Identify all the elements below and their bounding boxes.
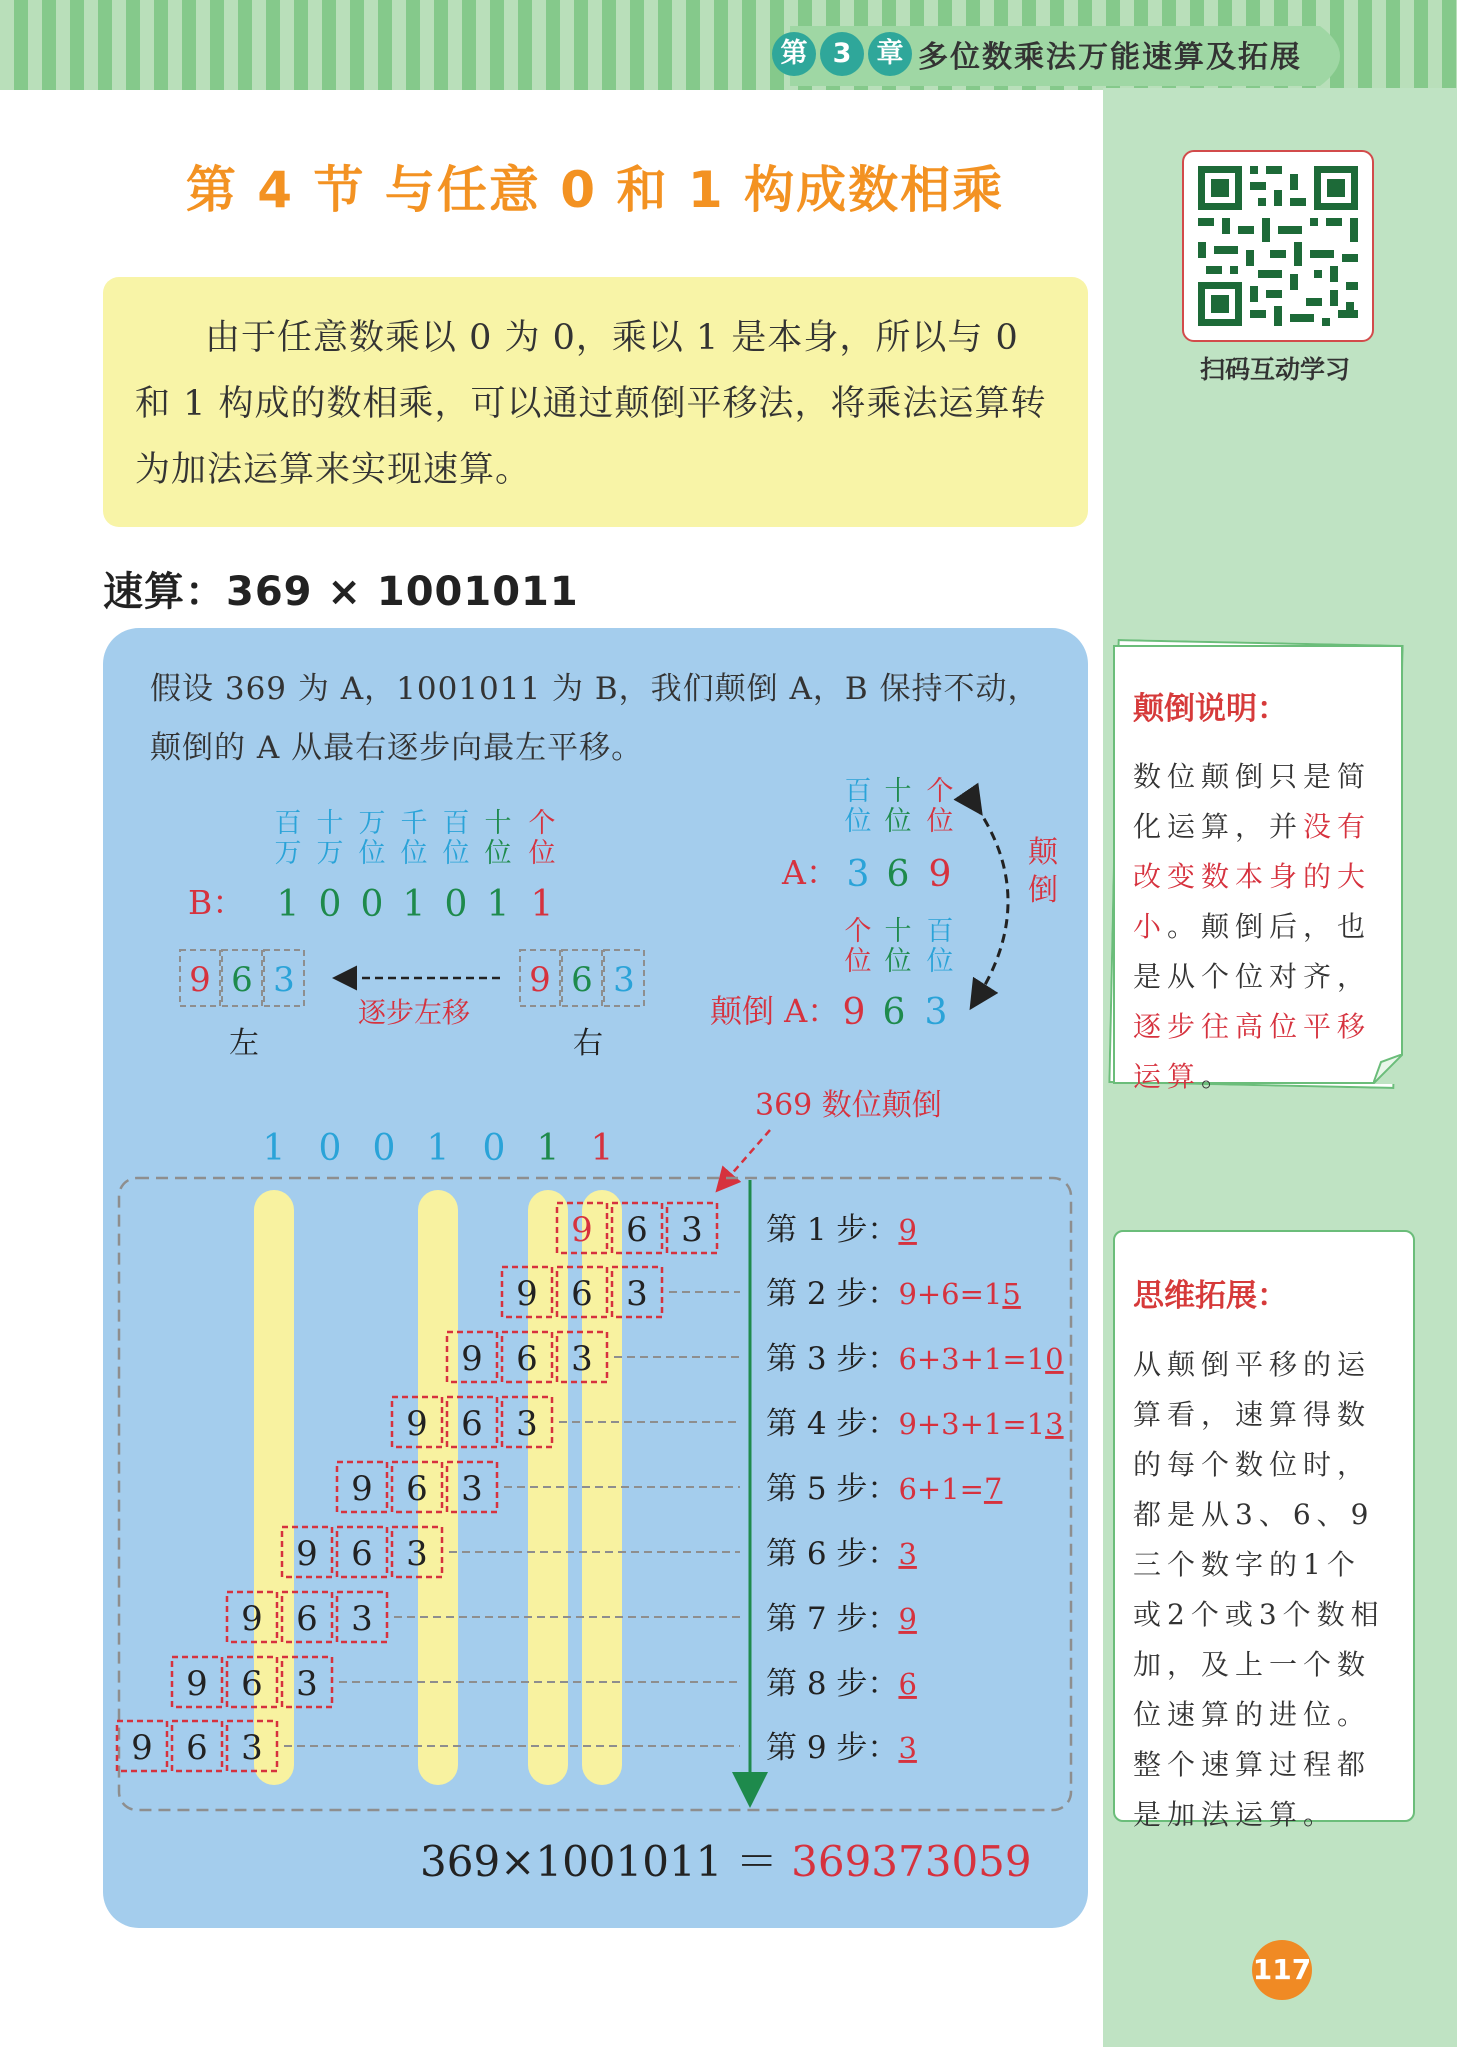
step-label: [766, 1212, 917, 1248]
step-digit: 3: [296, 1664, 318, 1704]
a-digit: 3: [846, 854, 870, 895]
note1-highlight-2: 逐步往高位平移运算: [1133, 1010, 1372, 1093]
note1-highlight-1: 没有改变数本身的大小: [1133, 810, 1372, 943]
b-place-label: 个: [528, 808, 556, 839]
step-result: 9: [898, 1213, 917, 1247]
step-result: 0: [1045, 1342, 1064, 1376]
step-digit: 9: [351, 1469, 373, 1509]
b-place-label: 百: [442, 808, 470, 839]
step-expression: 6+1=: [898, 1472, 984, 1506]
step-result: 7: [983, 1472, 1003, 1506]
rev-place-label: 位: [844, 946, 872, 977]
note1-body: [1133, 752, 1389, 1102]
a-place-label: 个: [926, 776, 954, 807]
rev-place-label: 位: [884, 946, 912, 977]
step-digit: 6: [571, 1274, 593, 1314]
b-digit: 1: [486, 884, 510, 925]
step-expression: 6+3+1=1: [898, 1342, 1046, 1376]
final-equation: [420, 1837, 1032, 1886]
final-left: 369×1001011 ＝: [420, 1837, 792, 1886]
b-place-label: 位: [442, 838, 470, 869]
step-digit: 9: [241, 1599, 263, 1639]
rev-place-label: 十: [884, 916, 912, 947]
step-digit: 3: [406, 1534, 428, 1574]
step-result: 3: [1045, 1407, 1064, 1441]
final-result: 369373059: [791, 1837, 1032, 1886]
step-result: 5: [1002, 1277, 1021, 1311]
b-digit: 0: [444, 884, 468, 925]
step-digit: 3: [626, 1274, 648, 1314]
step-digit: 6: [626, 1210, 648, 1250]
step-label: [766, 1406, 1064, 1442]
reversed-digit: 6: [571, 960, 593, 1000]
step-digit: 9: [571, 1210, 593, 1250]
calc-title: 速算：369 × 1001011: [103, 569, 579, 615]
flip-label-2: 倒: [1028, 873, 1058, 908]
a-place-label: 十: [884, 776, 912, 807]
b-place-label: 千: [400, 808, 428, 839]
step-digit: 9: [461, 1339, 483, 1379]
step-name: 第 8 步：: [766, 1666, 899, 1702]
a-digit: 6: [886, 854, 910, 895]
step-digit: 3: [571, 1339, 593, 1379]
left-label: 左: [229, 1026, 259, 1061]
b-digit: 1: [402, 884, 426, 925]
step-expression: 9+3+1=1: [898, 1407, 1046, 1441]
step-expression: 9+6=1: [898, 1277, 1003, 1311]
note1-text-3: 。: [1201, 1060, 1236, 1093]
step-digit: 3: [516, 1404, 538, 1444]
a-place-label: 位: [884, 806, 912, 837]
step-digit: 6: [516, 1339, 538, 1379]
step-digit: 6: [406, 1469, 428, 1509]
reversed-digit: 9: [189, 960, 211, 1000]
chapter-title: 多位数乘法万能速算及拓展: [918, 40, 1302, 75]
step-name: 第 9 步：: [766, 1730, 899, 1766]
reversed-digit: 6: [231, 960, 253, 1000]
step-digit: 6: [296, 1599, 318, 1639]
step-label: [766, 1666, 917, 1702]
step-result: 3: [898, 1537, 917, 1571]
step-digit: 3: [351, 1599, 373, 1639]
step-digit: 9: [516, 1274, 538, 1314]
rev-place-label: 位: [926, 946, 954, 977]
note1-text-2: 。颠倒后，也是从个位对齐，: [1133, 910, 1372, 993]
b-place-label: 十: [316, 808, 344, 839]
page-number: 117: [1252, 1940, 1312, 2000]
right-label: 右: [573, 1026, 603, 1061]
a-place-label: 百: [844, 776, 872, 807]
rev-place-label: 百: [926, 916, 954, 947]
step-label: [766, 1471, 1002, 1507]
step-label: [766, 1276, 1021, 1312]
step-label: [766, 1601, 917, 1637]
top-digit: 1: [536, 1128, 560, 1169]
step-digit: 3: [461, 1469, 483, 1509]
note1-text-1: 数位颠倒只是简化运算，并: [1133, 760, 1372, 843]
rev-digit: 3: [924, 992, 948, 1033]
qr-caption: 扫码互动学习: [1199, 355, 1350, 384]
step-digit: 3: [241, 1728, 263, 1768]
top-digit: 0: [482, 1128, 506, 1169]
step-digit: 9: [186, 1664, 208, 1704]
step-name: 第 2 步：: [766, 1276, 899, 1312]
chapter-number: 3: [820, 32, 864, 76]
chapter-suffix: 章: [868, 32, 912, 76]
note2-body: 从颠倒平移的运算看，速算得数的每个数位时，都是从3、6、9三个数字的1个或2个或3个数相加，及上一个数位速算的进位。整个速算过程都是加法运算。: [1133, 1348, 1385, 1831]
top-digit: 0: [318, 1128, 342, 1169]
step-label: [766, 1341, 1064, 1377]
a-place-label: 位: [844, 806, 872, 837]
step-name: 第 7 步：: [766, 1601, 899, 1637]
step-digit: 9: [406, 1404, 428, 1444]
b-place-label: 位: [484, 838, 512, 869]
step-digit: 9: [296, 1534, 318, 1574]
step-digit: 6: [351, 1534, 373, 1574]
top-digit: 1: [590, 1128, 614, 1169]
step-result: 6: [898, 1667, 917, 1701]
step-name: 第 1 步：: [766, 1212, 899, 1248]
b-place-label: 百: [274, 808, 302, 839]
panel-text: 假设 369 为 A，1001011 为 B，我们颠倒 A，B 保持不动，颠倒的 A 从最右逐步向最左平移。: [150, 671, 1040, 766]
step-label: [766, 1536, 917, 1572]
a-place-label: 位: [926, 806, 954, 837]
reversed-digit: 3: [613, 960, 635, 1000]
rev-digit: 9: [842, 992, 866, 1033]
shift-label: 逐步左移: [357, 996, 471, 1029]
digit-flip-label: 369 数位颠倒: [755, 1088, 942, 1123]
b-label: B：: [188, 883, 246, 922]
step-result: 9: [898, 1602, 917, 1636]
step-digit: 9: [131, 1728, 153, 1768]
step-name: 第 6 步：: [766, 1536, 899, 1572]
step-digit: 6: [186, 1728, 208, 1768]
b-place-label: 万: [358, 808, 386, 839]
a-label: A：: [782, 853, 839, 892]
step-name: 第 4 步：: [766, 1406, 899, 1442]
b-place-label: 十: [484, 808, 512, 839]
step-digit: 6: [461, 1404, 483, 1444]
b-place-label: 万: [316, 838, 344, 869]
b-place-label: 位: [400, 838, 428, 869]
step-digit: 6: [241, 1664, 263, 1704]
intro-text: 由于任意数乘以 0 为 0，乘以 1 是本身，所以与 0 和 1 构成的数相乘，可以通过颠倒平移法，将乘法运算转为加法运算来实现速算。: [135, 318, 1047, 490]
reversed-digit: 3: [273, 960, 295, 1000]
b-digit: 1: [530, 884, 554, 925]
step-digit: 3: [681, 1210, 703, 1250]
b-place-label: 位: [528, 838, 556, 869]
top-digit: 0: [372, 1128, 396, 1169]
top-digit: 1: [426, 1128, 450, 1169]
note1-title: 颠倒说明：: [1133, 691, 1288, 727]
rev-label: 颠倒 A：: [710, 992, 840, 1030]
reversed-digit: 9: [529, 960, 551, 1000]
b-digit: 0: [318, 884, 342, 925]
top-digit: 1: [262, 1128, 286, 1169]
section-title: 第 4 节 与任意 0 和 1 构成数相乘: [185, 161, 1005, 219]
rev-place-label: 个: [844, 916, 872, 947]
b-place-label: 万: [274, 838, 302, 869]
b-digit: 0: [360, 884, 384, 925]
rev-digit: 6: [882, 992, 906, 1033]
flip-arrow: [976, 806, 1008, 1000]
step-label: [766, 1730, 917, 1766]
step-name: 第 3 步：: [766, 1341, 899, 1377]
a-digit: 9: [928, 854, 952, 895]
chapter-prefix: 第: [772, 32, 816, 76]
flip-label-1: 颠: [1028, 835, 1058, 870]
note2-title: 思维拓展：: [1133, 1278, 1288, 1314]
step-result: 3: [898, 1731, 917, 1765]
b-digit: 1: [276, 884, 300, 925]
b-place-label: 位: [358, 838, 386, 869]
step-name: 第 5 步：: [766, 1471, 899, 1507]
